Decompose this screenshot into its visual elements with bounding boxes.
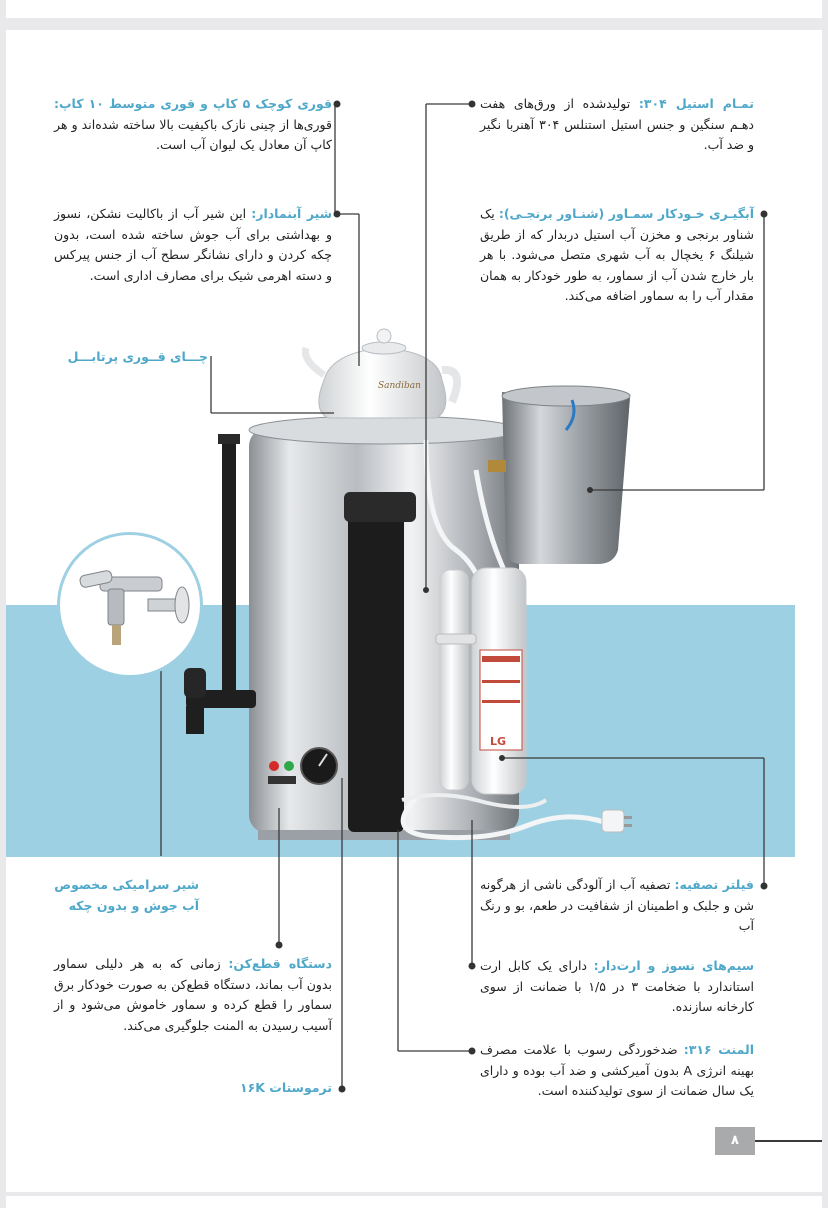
callout-element-316 — [480, 1040, 754, 1102]
small-teapot-body: قوری‌ها از چینی نازک باکیفیت بالا ساخته شده‌اند و هر کاپ آن معادل یک لیوان آب است. — [54, 116, 332, 152]
thermostat-label: ترموستات ۱۶K — [239, 1080, 332, 1095]
portable-teapot-label: چـــای قــوری پرتابـــل — [67, 349, 208, 364]
catalog-page — [6, 30, 822, 1192]
cutoff-device-body: زمانی که به هر دلیلی سماور بدون آب بماند، دستگاه قطع‌کن به صورت خودکار برق سماور را قطع کرده و سماور خاموش می‌شود و از آسیب رسیدن به المنت جلوگیری می‌کند. — [54, 956, 332, 1033]
teapot-brand: Sandiban — [378, 381, 421, 391]
green-indicator — [284, 761, 294, 771]
filter-cartridge-1 — [440, 570, 468, 790]
page-number: ۸ — [715, 1127, 755, 1155]
callout-cables — [480, 956, 754, 1018]
callout-auto-water-intake — [480, 204, 754, 307]
callout-small-teapot — [54, 94, 332, 156]
filter-heading: فیلتر تصفیه: — [674, 877, 754, 892]
callout-hot-water-tap — [54, 204, 332, 286]
callout-steel-304 — [480, 94, 754, 156]
ceramic-tap-line1: شیر سرامیکی مخصوص — [54, 877, 199, 892]
hot-water-tap-body: این شیر آب از باکالیت نشکن، نسوز و بهداشتی برای آب جوش ساخته شده است، بدون چکه کردن و دارای نشانگر سطح آب از جنس پیرکس و دسته اهرمی شیک برای مصارف اداری است. — [54, 206, 332, 283]
hot-water-tap-heading: شیر آبنمادار: — [251, 206, 332, 221]
filter-label: LG — [490, 735, 507, 748]
steel-304-body: تولیدشده از ورق‌های هفت دهـم سنگین و جنس استیل استنلس ۳۰۴ آهنربا نگیر و ضد آب. — [480, 96, 754, 152]
ceramic-tap-icon — [60, 535, 200, 675]
callout-cutoff-device — [54, 954, 332, 1036]
steel-304-heading: تمـام استیل ۳۰۴: — [638, 96, 754, 111]
previous-page-edge — [6, 0, 822, 18]
ceramic-tap-closeup — [57, 532, 203, 678]
auto-water-intake-body: یک شناور برنجی و مخزن آب استیل دربدار که از طریق شیلنگ ۶ یخچال به آب شهری متصل می‌شود. با هر بار خارج شدن آب از سماور، به طور خودکار به همان مقدار آب را به سماور اضافه می‌کند. — [480, 206, 754, 303]
red-indicator — [269, 761, 279, 771]
water-tank — [502, 392, 630, 564]
element-316-body: ضدخوردگی رسوب با علامت مصرف بهینه انرژی A بدون آمیرکشی و ضد آب بوده و دارای یک سال ضمانت از سوی تولیدکننده است. — [480, 1042, 754, 1098]
element-316-heading: المنت ۳۱۶: — [683, 1042, 754, 1057]
cutoff-device-heading: دستگاه قطع‌کن: — [228, 956, 332, 971]
page-number-rule — [755, 1140, 822, 1142]
front-panel — [348, 510, 404, 832]
small-teapot-heading: قوری کوچک ۵ کاپ و قوری متوسط ۱۰ کاپ: — [54, 96, 332, 111]
cables-body: دارای یک کابل ارت استاندارد با ضخامت ۳ در ۱/۵ با ضمانت از سوی کارخانه سازنده. — [480, 958, 754, 1014]
ceramic-tap-line2: آب جوش و بدون چکه — [68, 898, 199, 913]
ceramic-tap-label — [54, 874, 199, 916]
level-pipe — [222, 438, 236, 708]
callout-filter — [480, 875, 754, 937]
cables-heading: سیم‌های نسوز و ارت‌دار: — [593, 958, 754, 973]
next-page-edge — [6, 1196, 822, 1208]
auto-water-intake-heading: آبگیـری خـودکار سمـاور (شنـاور برنجـی): — [498, 206, 754, 221]
filter-body: تصفیه آب از آلودگی ناشی از هرگونه شن و جلبک و اطمینان از شفافیت در طعم، بو و رنگ آب — [480, 877, 754, 933]
